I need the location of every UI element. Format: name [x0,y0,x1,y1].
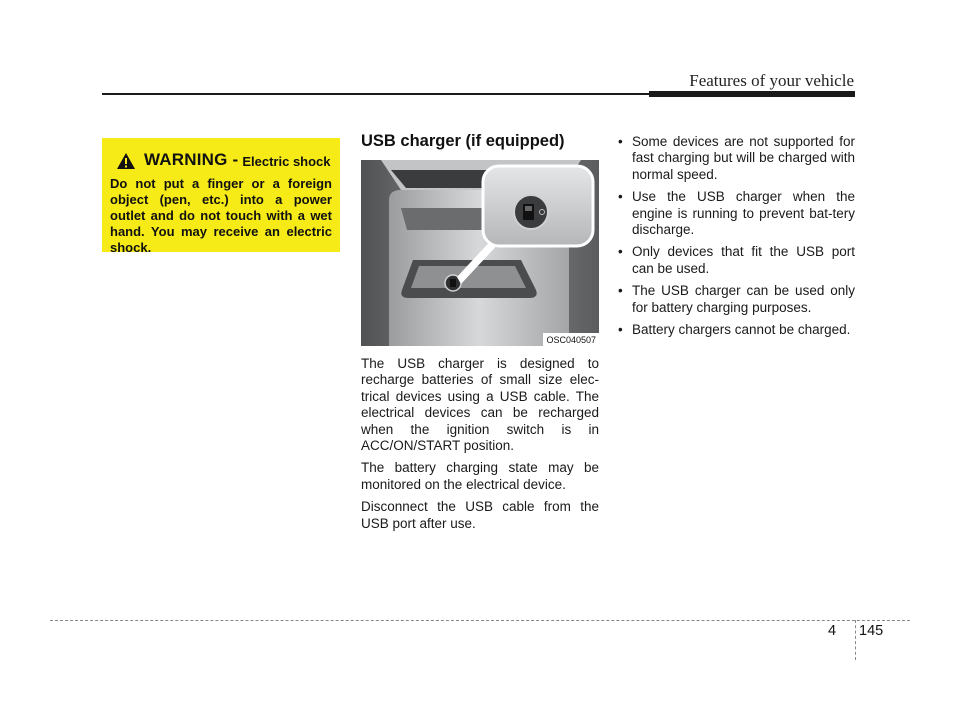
warning-body: Do not put a finger or a foreign object (pen, etc.) into a power outlet and do not touch with a wet hand. You may receive an electric shock. [110,176,332,255]
page-separator [855,620,856,660]
footer-rule [50,620,910,621]
usb-charger-figure [361,160,599,346]
list-item: • The USB charger can be used only for battery charging purposes. [618,283,855,316]
section-title: USB charger (if equipped) [361,132,565,150]
warning-triangle-icon [116,152,136,170]
header-title: Features of your vehicle [689,71,854,90]
usb-charger-notes [618,134,855,344]
bullet-list [618,134,855,338]
warning-title: WARNING - [144,150,239,169]
list-item: • Use the USB charger when the engine is running to prevent bat-tery discharge. [618,189,855,238]
paragraph: Disconnect the USB cable from the USB port after use. [361,499,599,531]
list-item: • Only devices that fit the USB port can be used. [618,244,855,277]
warning-box [102,138,340,255]
list-item: • Some devices are not supported for fast charging but will be charged with normal speed. [618,134,855,183]
paragraph: The USB charger is designed to recharge batteries of small size elec-trical devices using a USB cable. The electrical devices can be recharged when the ignition switch is in ACC/ON/START position. [361,356,599,454]
page-number: 145 [859,623,884,639]
usb-console-illustration [361,160,599,346]
warning-subtitle: Electric shock [242,154,331,169]
chapter-number: 4 [828,623,837,639]
usb-charger-description [361,356,599,538]
list-item: • Battery chargers cannot be charged. [618,322,855,338]
header-bar [649,91,855,97]
warning-heading [116,148,332,170]
figure-code: OSC040507 [543,333,599,346]
paragraph: The battery charging state may be monitored on the electrical device. [361,460,599,492]
